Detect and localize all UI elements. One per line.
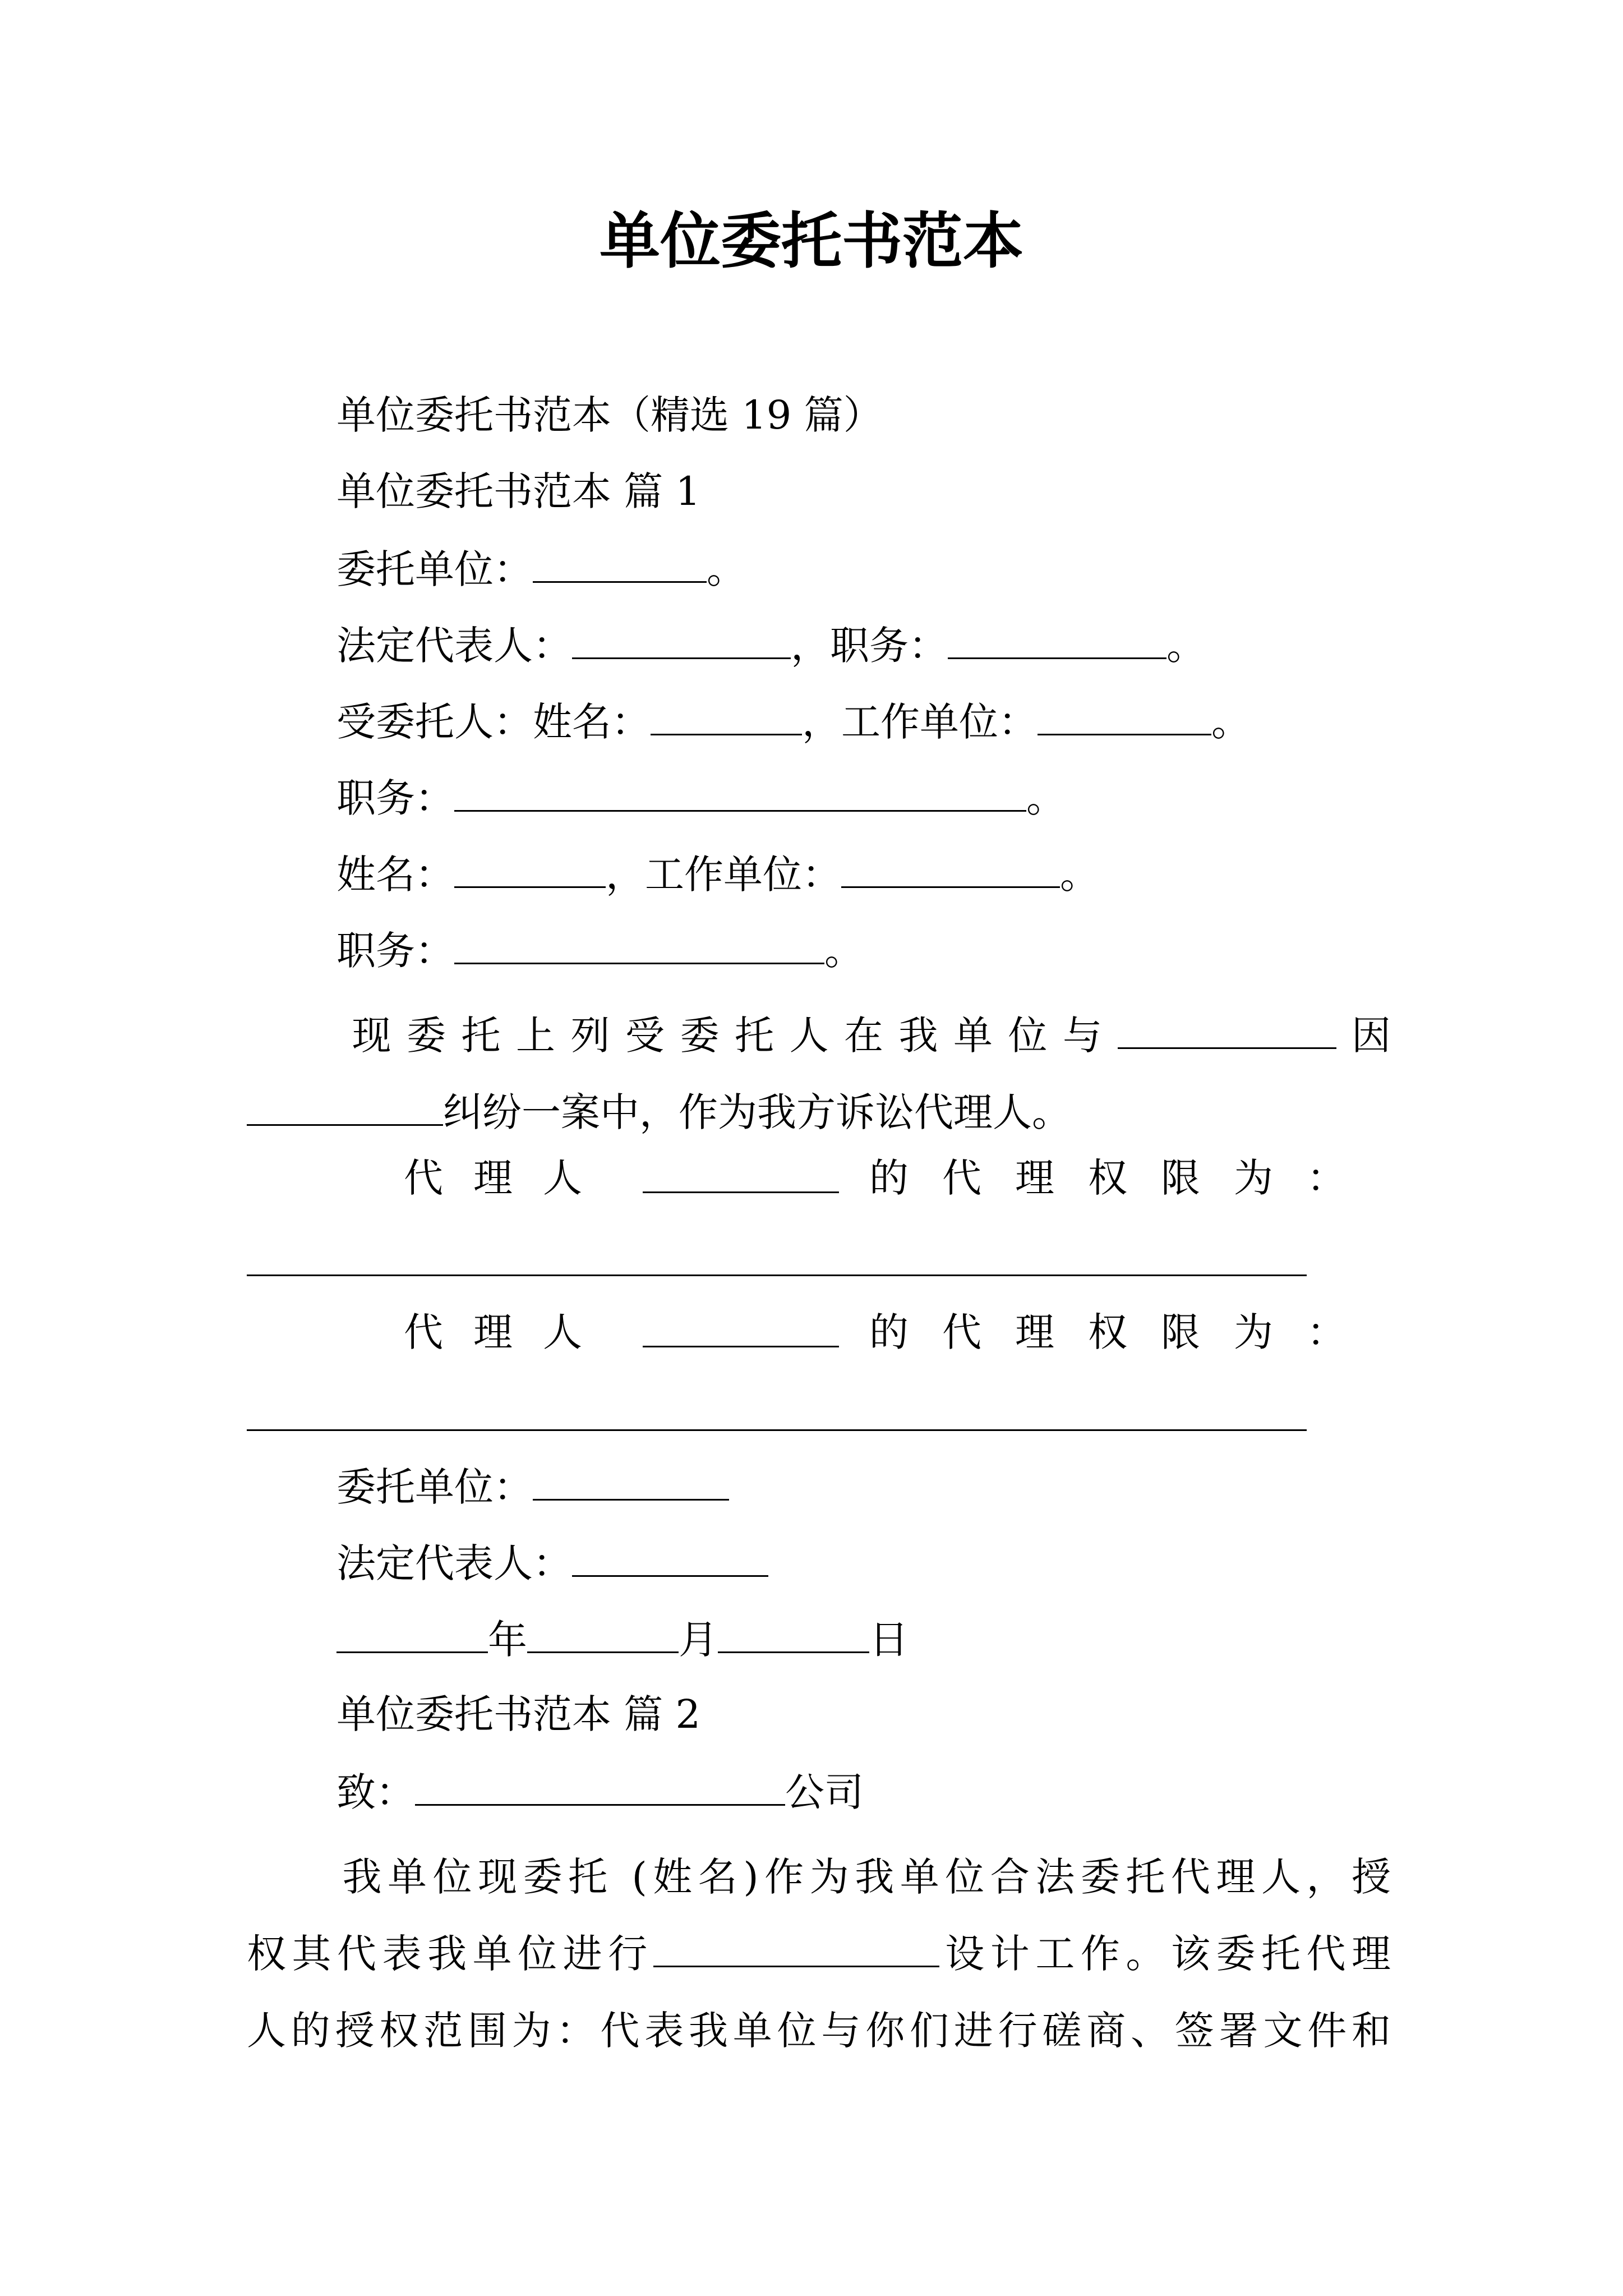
document-subtitle: 单位委托书范本（精选 19 篇） xyxy=(336,392,883,438)
authority-rule-2 xyxy=(247,1429,1307,1431)
date-line: 年 月 日 xyxy=(336,1610,909,1666)
client-unit-blank xyxy=(533,540,707,583)
document-title: 单位委托书范本 xyxy=(599,206,1023,277)
month-blank xyxy=(527,1610,679,1653)
trustee-line: 受委托人：姓名： ，工作单位： 。 xyxy=(336,692,1251,748)
trustee-name-blank xyxy=(651,692,802,735)
to-company-line: 致： 公司 xyxy=(336,1763,864,1819)
trustee-unit-blank xyxy=(1038,692,1211,735)
sign-client-unit-line: 委托单位： xyxy=(336,1457,729,1513)
agent-authority-line-1: 代理人 的代理权限为： xyxy=(404,1150,1380,1206)
sign-legal-rep-blank xyxy=(572,1534,768,1577)
duty-blank-2 xyxy=(454,921,824,964)
section1-heading: 单位委托书范本 篇 1 xyxy=(336,468,701,514)
section2-heading: 单位委托书范本 篇 2 xyxy=(336,1691,701,1737)
position-blank xyxy=(948,616,1166,659)
duty-line-1: 职务： 。 xyxy=(336,769,1066,825)
mandate-paragraph: 现委托上列受委托人在我单位与 因 纠纷一案中，作为我方诉讼代理人。 xyxy=(247,997,1391,1151)
authority-rule-1 xyxy=(247,1274,1307,1276)
year-blank xyxy=(336,1610,488,1653)
client-unit-line: 委托单位： 。 xyxy=(336,540,746,596)
agent-authority-line-2: 代理人 的代理权限为： xyxy=(404,1304,1380,1360)
day-blank xyxy=(718,1610,869,1653)
legal-rep-blank xyxy=(572,616,791,659)
sign-legal-rep-line: 法定代表人： xyxy=(336,1534,768,1590)
design-work-blank xyxy=(653,1924,939,1967)
work-unit-blank xyxy=(841,845,1060,888)
name-line: 姓名： ，工作单位： 。 xyxy=(336,845,1099,901)
sign-client-unit-blank xyxy=(533,1457,729,1501)
duty-line-2: 职务： 。 xyxy=(336,921,864,977)
name-blank xyxy=(454,845,606,888)
company-blank xyxy=(415,1763,785,1806)
duty-blank-1 xyxy=(454,769,1026,812)
legal-rep-line: 法定代表人： ，职务： 。 xyxy=(336,616,1206,672)
section2-paragraph: 我单位现委托 (姓名)作为我单位合法委托代理人，授 权其代表我单位进行 设计工作。该委托代理 人的授权范围为：代表我单位与你们进行磋商、签署文件和 xyxy=(247,1854,1391,2054)
